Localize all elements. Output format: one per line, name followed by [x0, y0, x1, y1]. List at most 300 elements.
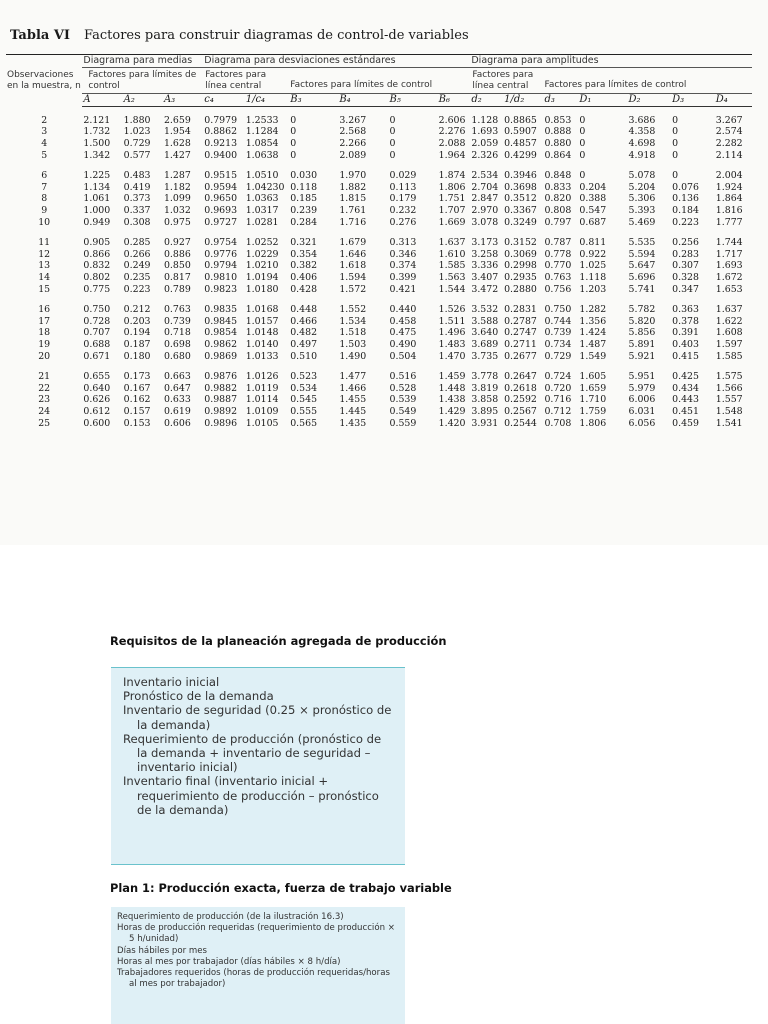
header-group-means: Diagrama para medias: [82, 55, 203, 68]
subheader-center-line-std: Factores para línea central: [203, 67, 289, 93]
factor-cell: 0.539: [389, 394, 417, 406]
factor-cell: 0.403: [672, 339, 699, 351]
sample-size-cell: 13: [38, 260, 51, 272]
subheader-center-line-range: Factores para línea central: [470, 67, 543, 93]
factor-cell: 2.114: [715, 149, 743, 161]
factor-cell: 0.770: [544, 260, 572, 272]
factor-cell: 0.729: [123, 138, 151, 150]
factor-cell: 0.832: [83, 260, 111, 272]
factor-cell: 1.477: [339, 370, 367, 382]
factor-cell: 1.04230: [245, 181, 285, 193]
factor-cell: 1.503: [339, 339, 367, 351]
factor-cell: 0.9896: [204, 417, 238, 429]
factor-cell: 1.637: [438, 236, 466, 248]
factor-cell: 0.718: [163, 327, 191, 339]
requirements-box: [111, 667, 405, 865]
factor-cell: 0.633: [163, 394, 191, 406]
factor-cell: 5.856: [628, 327, 656, 339]
factor-cell: 2.326: [471, 149, 499, 161]
factor-cell: 2.606: [438, 114, 466, 126]
factor-cell: 0.8865: [504, 114, 537, 126]
table-row: [6, 138, 752, 150]
factor-cell: 0.619: [163, 406, 191, 418]
sample-size-cell: 17: [38, 315, 51, 327]
sample-size-cell: 16: [38, 303, 51, 315]
factor-cell: 1.552: [339, 303, 367, 315]
factor-cell: 0.528: [389, 382, 417, 394]
factor-cell: 1.672: [715, 272, 743, 284]
factor-cell: 0.680: [163, 350, 191, 362]
factor-cell: 5.741: [628, 283, 656, 295]
subheader-control-limits-std: Factores para límites de control: [289, 67, 470, 93]
factor-cell: 1.585: [715, 350, 743, 362]
factor-cell: 1.557: [715, 394, 743, 406]
factor-cell: 0: [389, 138, 396, 150]
factor-cell: 0: [579, 169, 586, 181]
sample-size-cell: 12: [38, 248, 51, 260]
factor-cell: 1.544: [438, 283, 466, 295]
col-header: A₂: [123, 93, 163, 106]
factor-cell: 0.3946: [504, 169, 537, 181]
factor-cell: 1.970: [339, 169, 367, 181]
factor-cell: 0.811: [579, 236, 607, 248]
sample-size-cell: 2: [41, 114, 48, 126]
factor-cell: 0.9887: [204, 394, 238, 406]
factor-cell: 1.0252: [245, 236, 279, 248]
factor-cell: 0: [672, 149, 679, 161]
factor-cell: 0.9892: [204, 406, 238, 418]
factor-cell: 1.496: [438, 327, 466, 339]
factor-cell: 0.600: [83, 417, 111, 429]
factor-cell: 0: [579, 114, 586, 126]
factor-cell: 0.030: [290, 169, 318, 181]
factor-cell: 0.9727: [204, 216, 238, 228]
factor-cell: 0.9835: [204, 303, 238, 315]
factor-cell: 0.655: [83, 370, 111, 382]
factor-cell: 3.267: [715, 114, 743, 126]
factor-cell: 0.905: [83, 236, 111, 248]
factor-cell: 6.006: [628, 394, 656, 406]
factor-cell: 0: [389, 114, 396, 126]
factor-cell: 1.134: [83, 181, 111, 193]
factor-cell: 0.9213: [204, 138, 238, 150]
table-row: [6, 383, 752, 395]
factor-cell: 0: [672, 169, 679, 181]
factor-cell: 1.0229: [245, 248, 279, 260]
factor-cell: 0.778: [544, 248, 572, 260]
factor-cell: 1.572: [339, 283, 367, 295]
table-row: [6, 237, 752, 249]
factor-cell: 0: [579, 126, 586, 138]
table-row: [6, 260, 752, 272]
factor-cell: 2.088: [438, 138, 466, 150]
factor-cell: 1.118: [579, 272, 607, 284]
factor-cell: 0.547: [579, 205, 607, 217]
factor-cell: 0.232: [389, 205, 417, 217]
factor-cell: 0.817: [163, 272, 191, 284]
factor-cell: 3.858: [471, 394, 499, 406]
factor-cell: 1.025: [579, 260, 607, 272]
col-header: B₄: [338, 93, 388, 106]
factor-cell: 0: [672, 126, 679, 138]
factor-cell: 3.267: [339, 114, 367, 126]
factor-cell: 3.407: [471, 272, 499, 284]
factor-cell: 1.511: [438, 315, 466, 327]
factor-cell: 5.921: [628, 350, 656, 362]
factor-cell: 0.9862: [204, 339, 238, 351]
factor-cell: 1.424: [579, 327, 607, 339]
factor-cell: 0.880: [544, 138, 572, 150]
sample-size-cell: 23: [38, 394, 51, 406]
factor-cell: 0.443: [672, 394, 699, 406]
factor-cell: 0.2711: [504, 339, 537, 351]
factor-cell: 0.347: [672, 283, 699, 295]
factor-cell: 5.891: [628, 339, 656, 351]
factor-cell: 5.469: [628, 216, 656, 228]
factor-cell: 0.184: [672, 205, 699, 217]
factor-cell: 1.575: [715, 370, 743, 382]
factor-cell: 0.235: [123, 272, 151, 284]
sample-size-cell: 19: [38, 339, 51, 351]
sample-size-cell: 3: [41, 126, 48, 138]
factor-cell: 2.004: [715, 169, 743, 181]
factor-cell: 1.429: [438, 406, 466, 418]
factor-cell: 1.541: [715, 417, 743, 429]
col-header: B₆: [438, 93, 471, 106]
factor-cell: 1.342: [83, 149, 111, 161]
factor-cell: 0.708: [544, 417, 572, 429]
factor-cell: 1.455: [339, 394, 367, 406]
factor-cell: 1.880: [123, 114, 151, 126]
factor-cell: 1.669: [438, 216, 466, 228]
factor-cell: 0.7979: [204, 114, 238, 126]
factor-cell: 1.0168: [245, 303, 279, 315]
factor-cell: 0.4857: [504, 138, 537, 150]
factor-cell: 0.9650: [204, 193, 238, 205]
factor-cell: 1.716: [339, 216, 367, 228]
factor-cell: 0.671: [83, 350, 111, 362]
factor-cell: 1.0105: [245, 417, 279, 429]
factor-cell: 0: [290, 114, 297, 126]
factor-cell: 0.763: [544, 272, 572, 284]
factor-cell: 0.866: [83, 248, 111, 260]
factor-cell: 1.2533: [245, 114, 279, 126]
factor-cell: 2.282: [715, 138, 743, 150]
factor-cell: 0.949: [83, 216, 111, 228]
table-row: [6, 193, 752, 205]
factor-cell: 1.597: [715, 339, 743, 351]
factor-cell: 0.3152: [504, 236, 537, 248]
factor-cell: 0.363: [672, 303, 699, 315]
factor-cell: 3.258: [471, 248, 499, 260]
factor-cell: 0.321: [290, 236, 318, 248]
table-title-text: Factores para construir diagramas de control-de variables: [84, 28, 469, 43]
plan1-item: Días hábiles por mes: [117, 945, 208, 956]
factor-cell: 0.212: [123, 303, 151, 315]
factor-cell: 3.173: [471, 236, 499, 248]
factor-cell: 0.490: [389, 339, 417, 351]
factor-cell: 0.185: [290, 193, 318, 205]
factor-cell: 0.549: [389, 406, 417, 418]
factor-cell: 0.203: [123, 315, 151, 327]
factor-cell: 5.782: [628, 303, 656, 315]
factor-cell: 0.406: [290, 272, 318, 284]
factor-cell: 0.9882: [204, 382, 238, 394]
factor-cell: 0.516: [389, 370, 417, 382]
col-header: 1/c₄: [245, 93, 290, 106]
factor-cell: 1.637: [715, 303, 743, 315]
factor-cell: 1.487: [579, 339, 607, 351]
factor-cell: 1.693: [471, 126, 499, 138]
factor-cell: 0.720: [544, 382, 572, 394]
factor-cell: 0.2998: [504, 260, 537, 272]
table-row: [6, 205, 752, 217]
factor-cell: 2.121: [83, 114, 111, 126]
factor-cell: 1.874: [438, 169, 466, 181]
factor-cell: 1.0210: [245, 260, 279, 272]
factor-cell: 0.419: [123, 181, 151, 193]
factor-cell: 2.534: [471, 169, 499, 181]
factor-cell: 0.565: [290, 417, 318, 429]
factor-cell: 0.173: [123, 370, 151, 382]
factor-cell: 1.0854: [245, 138, 279, 150]
factor-cell: 1.0180: [245, 283, 279, 295]
factor-cell: 1.717: [715, 248, 743, 260]
factor-cell: 0.2787: [504, 315, 537, 327]
factor-cell: 0.797: [544, 216, 572, 228]
factor-cell: 5.393: [628, 205, 656, 217]
factor-cell: 1.806: [438, 181, 466, 193]
factor-cell: 0.2935: [504, 272, 537, 284]
factor-cell: 1.549: [579, 350, 607, 362]
factor-cell: 0.750: [544, 303, 572, 315]
factor-cell: 0.179: [389, 193, 417, 205]
col-header: D₃: [671, 93, 715, 106]
factor-cell: 0: [290, 138, 297, 150]
factor-cell: 0.2618: [504, 382, 537, 394]
factor-cell: 3.588: [471, 315, 499, 327]
factor-cell: 0.729: [544, 350, 572, 362]
factor-cell: 0.283: [672, 248, 699, 260]
factor-cell: 1.500: [83, 138, 111, 150]
factor-cell: 0.029: [389, 169, 417, 181]
control-factors-table: [6, 54, 752, 430]
factor-cell: 2.276: [438, 126, 466, 138]
factor-cell: 0.266: [123, 248, 151, 260]
factor-cell: 0.756: [544, 283, 572, 295]
plan1-item: Horas al mes por trabajador (días hábiles × 8 h/día): [117, 956, 341, 967]
factor-cell: 0.157: [123, 406, 151, 418]
factor-cell: 1.182: [163, 181, 191, 193]
factor-cell: 1.622: [715, 315, 743, 327]
sample-size-cell: 8: [41, 193, 48, 205]
factor-cell: 1.610: [438, 248, 466, 260]
factor-cell: 0.698: [163, 339, 191, 351]
table-label: Tabla VI: [10, 28, 70, 43]
factor-cell: 0.167: [123, 382, 151, 394]
factor-cell: 1.483: [438, 339, 466, 351]
factor-cell: 1.0638: [245, 149, 279, 161]
factor-cell: 0.9869: [204, 350, 238, 362]
factor-cell: 0.448: [290, 303, 318, 315]
factor-cell: 1.563: [438, 272, 466, 284]
factor-cell: 3.078: [471, 216, 499, 228]
factor-cell: 0.820: [544, 193, 572, 205]
factor-cell: 1.023: [123, 126, 151, 138]
plan1-item: Requerimiento de producción (de la ilustración 16.3): [117, 912, 344, 922]
factor-cell: 0.2592: [504, 394, 537, 406]
factor-cell: 1.777: [715, 216, 743, 228]
factor-cell: 0.9594: [204, 181, 238, 193]
sample-size-cell: 14: [38, 272, 51, 284]
factor-cell: 0.180: [123, 350, 151, 362]
factor-cell: 5.979: [628, 382, 656, 394]
table-body: [6, 115, 752, 430]
factor-cell: 0.606: [163, 417, 191, 429]
factor-cell: 0.4299: [504, 149, 537, 161]
factor-cell: 0.9823: [204, 283, 238, 295]
factor-cell: 1.282: [579, 303, 607, 315]
factor-cell: 0.204: [579, 181, 607, 193]
factor-cell: 0.9794: [204, 260, 238, 272]
factor-cell: 0.459: [672, 417, 699, 429]
factor-cell: 1.864: [715, 193, 743, 205]
factor-cell: 0.789: [163, 283, 191, 295]
factor-cell: 1.1284: [245, 126, 279, 138]
factor-cell: 0.2677: [504, 350, 537, 362]
table-row: [6, 371, 752, 383]
factor-cell: 0.504: [389, 350, 417, 362]
factor-cell: 0.307: [672, 260, 699, 272]
factor-cell: 5.535: [628, 236, 656, 248]
factor-cell: 5.204: [628, 181, 656, 193]
header-group-std-dev: Diagrama para desviaciones estándares: [203, 55, 470, 68]
requirement-item: Inventario inicial: [123, 675, 220, 689]
factor-cell: 0.113: [389, 181, 417, 193]
factor-cell: 1.128: [471, 114, 499, 126]
col-header: B₅: [389, 93, 438, 106]
col-header: d₃: [543, 93, 578, 106]
factor-cell: 0.833: [544, 181, 572, 193]
factor-cell: 1.0194: [245, 272, 279, 284]
factor-cell: 0.739: [163, 315, 191, 327]
factor-cell: 1.964: [438, 149, 466, 161]
factor-cell: 1.0157: [245, 315, 279, 327]
subheader-control-limits-range: Factores para límites de control: [543, 67, 752, 93]
factor-cell: 5.078: [628, 169, 656, 181]
factor-cell: 0.223: [123, 283, 151, 295]
factor-cell: 0.328: [672, 272, 699, 284]
factor-cell: 1.0140: [245, 339, 279, 351]
sample-size-cell: 9: [41, 205, 48, 217]
factor-cell: 0.440: [389, 303, 417, 315]
factor-cell: 1.608: [715, 327, 743, 339]
factor-cell: 4.698: [628, 138, 656, 150]
factor-cell: 2.568: [339, 126, 367, 138]
table-row: [6, 351, 752, 363]
col-header: D₁: [578, 93, 627, 106]
factor-cell: 0.9876: [204, 370, 238, 382]
factor-cell: 2.970: [471, 205, 499, 217]
factor-cell: 0.763: [163, 303, 191, 315]
table-row: [6, 182, 752, 194]
factor-cell: 3.778: [471, 370, 499, 382]
factor-cell: 0.428: [290, 283, 318, 295]
factor-cell: 0.9515: [204, 169, 238, 181]
sample-size-cell: 5: [41, 149, 48, 161]
table-row: [6, 249, 752, 261]
factor-cell: 0.284: [290, 216, 318, 228]
factor-cell: 0.886: [163, 248, 191, 260]
table-row: [6, 406, 752, 418]
table-row: [6, 418, 752, 430]
factor-cell: 1.448: [438, 382, 466, 394]
factor-cell: 0.9776: [204, 248, 238, 260]
factor-cell: 1.420: [438, 417, 466, 429]
factor-cell: 0: [672, 114, 679, 126]
factor-cell: 0.378: [672, 315, 699, 327]
factor-cell: 0.2544: [504, 417, 537, 429]
requirement-item: Inventario final (inventario inicial + requerimiento de producción – pronóstico de la demanda): [123, 774, 379, 817]
factor-cell: 0.3069: [504, 248, 537, 260]
factor-cell: 1.470: [438, 350, 466, 362]
factor-cell: 0.9854: [204, 327, 238, 339]
factor-cell: 0.9400: [204, 149, 238, 161]
table-row: [6, 304, 752, 316]
factor-cell: 6.056: [628, 417, 656, 429]
factor-cell: 0.2567: [504, 406, 537, 418]
factor-cell: 0.118: [290, 181, 318, 193]
factor-cell: 3.931: [471, 417, 499, 429]
factor-cell: 1.761: [339, 205, 367, 217]
factor-cell: 1.061: [83, 193, 111, 205]
factor-cell: 0.346: [389, 248, 417, 260]
col-header: D₂: [628, 93, 672, 106]
factor-cell: 0.927: [163, 236, 191, 248]
factor-cell: 0.5907: [504, 126, 537, 138]
factor-cell: 0.256: [672, 236, 699, 248]
factor-cell: 0.313: [389, 236, 417, 248]
factor-cell: 1.518: [339, 327, 367, 339]
plan1-item: Horas de producción requeridas (requerimiento de producción × 5 h/unidad): [117, 923, 395, 945]
col-header: d₂: [470, 93, 503, 106]
factor-cell: 0: [389, 126, 396, 138]
factor-cell: 0.2747: [504, 327, 537, 339]
factor-cell: 2.574: [715, 126, 743, 138]
subheader-control-limits-means: Factores para límites de control: [82, 67, 203, 93]
factor-cell: 0.739: [544, 327, 572, 339]
factor-cell: 0: [579, 149, 586, 161]
factor-cell: 0.2880: [504, 283, 537, 295]
factor-cell: 0.850: [163, 260, 191, 272]
table-row: [6, 126, 752, 138]
factor-cell: 3.686: [628, 114, 656, 126]
factor-cell: 0.9810: [204, 272, 238, 284]
factor-cell: 1.287: [163, 169, 191, 181]
factor-cell: 0.775: [83, 283, 111, 295]
factor-cell: 0: [290, 149, 297, 161]
factor-cell: 0.612: [83, 406, 111, 418]
factor-cell: 0.848: [544, 169, 572, 181]
factor-cell: 0.239: [290, 205, 318, 217]
factor-cell: 1.0148: [245, 327, 279, 339]
factor-cell: 0.9693: [204, 205, 238, 217]
factor-cell: 0.3698: [504, 181, 537, 193]
factor-cell: 0.8862: [204, 126, 238, 138]
plan1-item: Trabajadores requeridos (horas de producción requeridas/horas al mes por trabajador): [117, 968, 390, 990]
factor-cell: 1.438: [438, 394, 466, 406]
factor-cell: 0.787: [544, 236, 572, 248]
